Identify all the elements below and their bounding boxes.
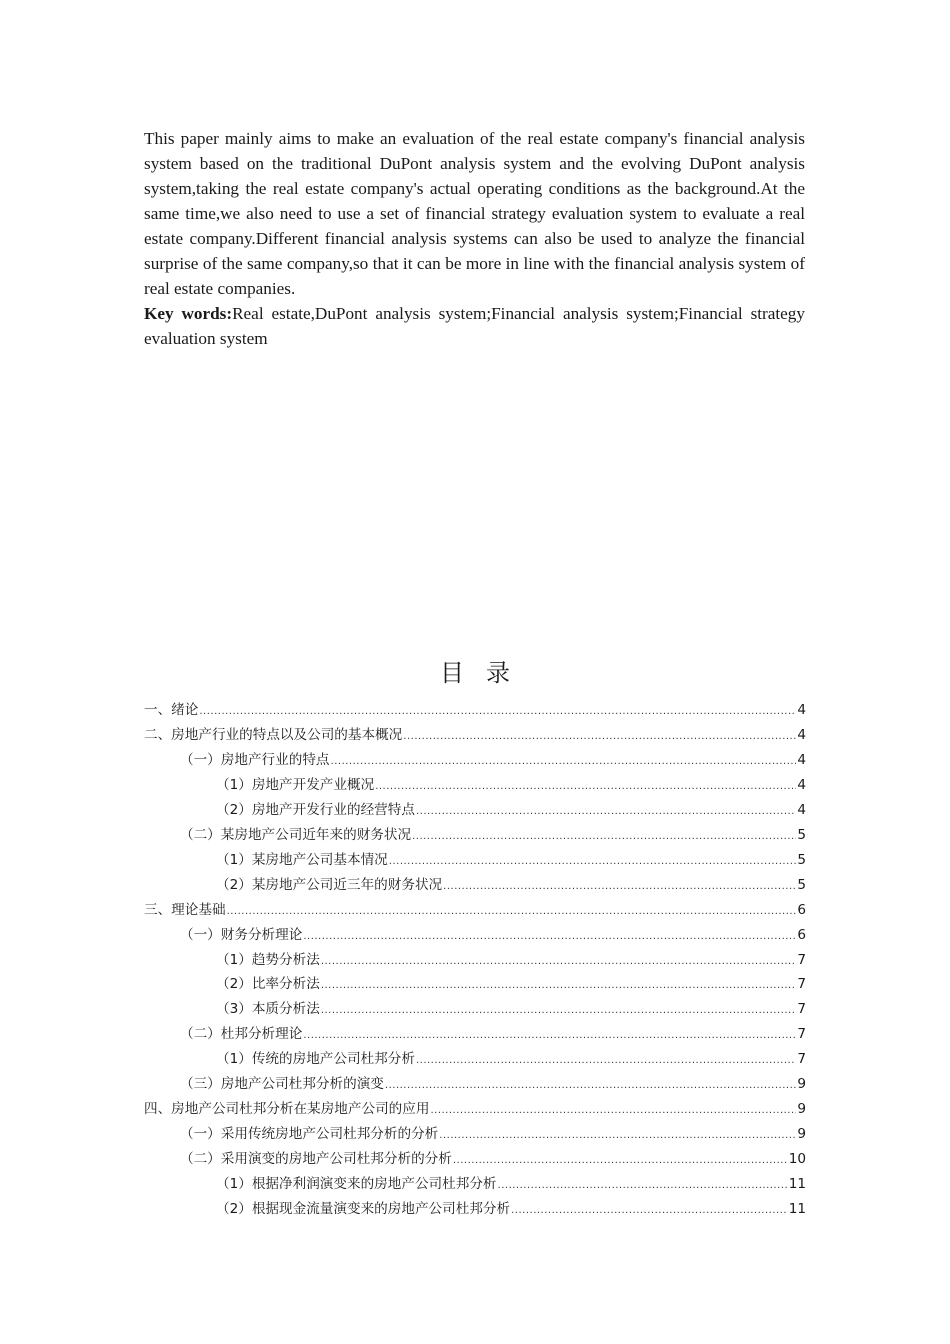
- toc-entry-title: （1）某房地产公司基本情况: [216, 851, 388, 868]
- toc-entry-title: （一）房地产行业的特点: [180, 751, 330, 768]
- toc-entry-title: （2）根据现金流量演变来的房地产公司杜邦分析: [216, 1201, 511, 1217]
- toc-entry[interactable]: [216, 1197, 806, 1222]
- toc-entry[interactable]: [216, 798, 806, 823]
- toc-entry[interactable]: [216, 873, 806, 898]
- toc-leader-dots: [331, 749, 797, 774]
- toc-entry[interactable]: [216, 773, 806, 798]
- toc-entry-title: 四、房地产公司杜邦分析在某房地产公司的应用: [144, 1101, 430, 1118]
- toc-leader-dots: [443, 874, 796, 899]
- toc-entry-title: （2）房地产开发行业的经营特点: [216, 801, 415, 818]
- toc-leader-dots: [439, 1123, 796, 1148]
- toc-entry-title: 一、绪论: [144, 702, 199, 718]
- toc-title: 目录: [440, 659, 532, 687]
- toc-entry-title: （1）根据净利润演变来的房地产公司杜邦分析: [216, 1176, 497, 1193]
- toc-leader-dots: [389, 849, 797, 874]
- toc-entry-title: （二）杜邦分析理论: [180, 1026, 303, 1043]
- toc-leader-dots: [227, 899, 797, 924]
- toc-leader-dots: [199, 699, 796, 724]
- toc-leader-dots: [303, 924, 796, 949]
- toc-entry-page: 7: [797, 1001, 806, 1018]
- keywords-label: Key words:: [144, 304, 233, 323]
- toc-entry-page: 6: [797, 901, 806, 918]
- toc-entry-page: 5: [797, 876, 806, 893]
- toc-entry[interactable]: [144, 723, 806, 748]
- toc-entry[interactable]: [180, 923, 806, 948]
- toc-entry-title: （一）采用传统房地产公司杜邦分析的分析: [180, 1126, 439, 1143]
- toc-entry-title: （二）某房地产公司近年来的财务状况: [180, 826, 412, 843]
- toc-entry-page: 5: [797, 826, 806, 843]
- toc-entry-title: （二）采用演变的房地产公司杜邦分析的分析: [180, 1151, 452, 1168]
- toc-entry-page: 4: [797, 776, 806, 793]
- toc-entry-page: 11: [788, 1176, 806, 1193]
- toc-entry[interactable]: [180, 1022, 806, 1047]
- toc-leader-dots: [511, 1198, 788, 1223]
- toc-entry-title: （2）某房地产公司近三年的财务状况: [216, 876, 443, 893]
- toc-entry-page: 4: [797, 702, 806, 718]
- toc-entry-title: （2）比率分析法: [216, 976, 320, 993]
- toc-entry[interactable]: [216, 972, 806, 997]
- toc-leader-dots: [412, 824, 796, 849]
- toc-entry-page: 11: [788, 1201, 806, 1217]
- toc-entry-page: 7: [797, 951, 806, 968]
- toc-entry-title: 三、理论基础: [144, 901, 226, 918]
- toc-entry-title: （1）房地产开发产业概况: [216, 776, 375, 793]
- toc-entry-page: 7: [797, 1026, 806, 1043]
- toc-entry-title: （1）趋势分析法: [216, 951, 320, 968]
- toc-entry-page: 9: [797, 1101, 806, 1118]
- keywords-text: Real estate,DuPont analysis system;Financial analysis system;Financial strategy evaluation system: [144, 304, 805, 348]
- toc-leader-dots: [375, 774, 796, 799]
- toc-entry[interactable]: [180, 1122, 806, 1147]
- toc-entry[interactable]: [180, 1147, 806, 1172]
- toc-entry-page: 6: [797, 926, 806, 943]
- toc-entry-page: 10: [788, 1151, 806, 1168]
- toc-leader-dots: [498, 1173, 788, 1198]
- toc-leader-dots: [321, 973, 797, 998]
- toc-entry-title: （3）本质分析法: [216, 1001, 320, 1018]
- toc-entry[interactable]: [216, 1047, 806, 1072]
- toc-entry-page: 4: [797, 726, 806, 743]
- toc-entry[interactable]: [180, 823, 806, 848]
- toc-entry[interactable]: [144, 1097, 806, 1122]
- keywords-line: [144, 301, 805, 351]
- toc-entry-title: （三）房地产公司杜邦分析的演变: [180, 1076, 384, 1093]
- toc-entry[interactable]: [216, 848, 806, 873]
- toc-entry-page: 4: [797, 751, 806, 768]
- toc-entry[interactable]: [216, 948, 806, 973]
- toc-leader-dots: [303, 1023, 796, 1048]
- toc-entry[interactable]: [144, 898, 806, 923]
- toc-entry-page: 7: [797, 1051, 806, 1068]
- toc-entry-page: 5: [797, 851, 806, 868]
- toc-entry[interactable]: [216, 997, 806, 1022]
- toc-leader-dots: [416, 1048, 796, 1073]
- toc-leader-dots: [321, 998, 797, 1023]
- toc-entry-title: （一）财务分析理论: [180, 926, 303, 943]
- toc-entry-page: 7: [797, 976, 806, 993]
- toc-leader-dots: [403, 724, 796, 749]
- toc-entry-title: 二、房地产行业的特点以及公司的基本概况: [144, 726, 403, 743]
- toc-leader-dots: [416, 799, 796, 824]
- toc-entry-title: （1）传统的房地产公司杜邦分析: [216, 1051, 415, 1068]
- toc-entry-page: 4: [797, 801, 806, 818]
- toc-entry[interactable]: [180, 748, 806, 773]
- toc-entry-page: 9: [797, 1126, 806, 1143]
- toc-leader-dots: [385, 1073, 796, 1098]
- toc-leader-dots: [453, 1148, 788, 1173]
- toc-leader-dots: [321, 949, 797, 974]
- toc-entry-page: 9: [797, 1076, 806, 1093]
- toc-leader-dots: [430, 1098, 796, 1123]
- abstract-paragraph: This paper mainly aims to make an evaluation of the real estate company's financial analysis system based on the traditional DuPont analysis system and the evolving DuPont analysis system,taking the real estate company's actual operating conditions as the background.At the same time,we also need to use a set of financial strategy evaluation system to evaluate a real estate company.Different financial analysis systems can also be used to analyze the financial surprise of the same company,so that it can be more in line with the financial analysis system of real estate companies.: [144, 129, 805, 298]
- toc-entry[interactable]: [144, 698, 806, 723]
- toc-entry[interactable]: [216, 1172, 806, 1197]
- toc-entry[interactable]: [180, 1072, 806, 1097]
